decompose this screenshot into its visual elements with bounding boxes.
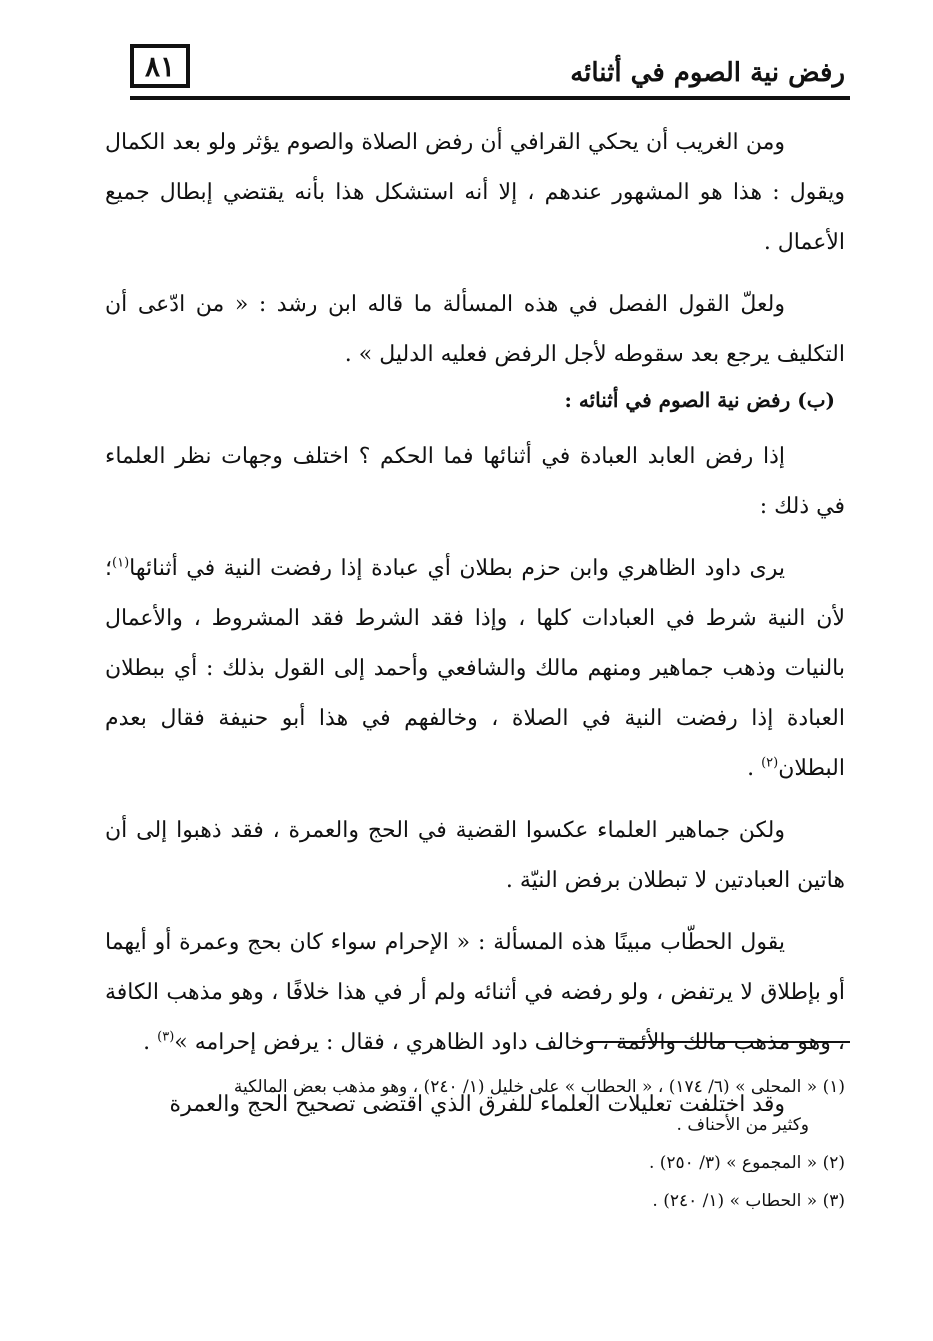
paragraph-2: ولعلّ القول الفصل في هذه المسألة ما قاله ابن رشد : « من ادّعى أن التكليف يرجع بعد سقوطه لأجل الرفض فعليه الدليل » . (105, 292, 845, 367)
paragraph-6-part-2: . (143, 1030, 158, 1055)
footnote-separator (590, 1041, 850, 1043)
paragraph-7: وقد اختلفت تعليلات العلماء للفرق الذي اقتضى تصحيح الحج والعمرة (169, 1092, 785, 1117)
footnote-1: (١) « المحلى » (٦/ ١٧٤) ، « الحطاب » على خليل (١/ ٢٤٠) ، وهو مذهب بعض المالكية (233, 1077, 845, 1097)
footnote-ref-3[interactable]: (٣) (157, 1029, 175, 1045)
paragraph-6-part-1: يقول الحطّاب مبينًا هذه المسألة : « الإحرام سواء كان بحج وعمرة أو أيهما أو بإطلاق لا يرتفض ، ولو رفضه في أثنائه ولم أر في هذا خلافًا ، وهو مذهب الكافة ، وهو مذهب مالك والأئمة ، وخالف داود الظاهري ، فقال : يرفض إحرامه » (105, 930, 845, 1055)
footnote-ref-2[interactable]: (٢) (761, 755, 779, 771)
footnote-1-continued: وكثير من الأحناف . (676, 1115, 809, 1135)
main-text (105, 118, 845, 1142)
footnote-ref-1[interactable]: (١) (112, 555, 130, 571)
page-number: ٨١ (130, 44, 190, 88)
paragraph-3: إذا رفض العابد العبادة في أثنائها فما الحكم ؟ اختلف وجهات نظر العلماء في ذلك : (105, 444, 845, 519)
header-rule (130, 96, 850, 100)
paragraph-4-part-1: يرى داود الظاهري وابن حزم بطلان أي عبادة إذا رفضت النية في أثنائها (129, 556, 785, 581)
paragraph-6 (105, 918, 845, 1068)
footnote-2: (٢) « المجموع » (٣/ ٢٥٠) . (648, 1153, 845, 1173)
section-heading: (ب) رفض نية الصوم في أثنائه : (564, 388, 835, 412)
paragraph-4-part-2: ؛ لأن النية شرط في العبادات كلها ، وإذا فقد الشرط فقد المشروط ، والأعمال بالنيات وذهب جماهير ومنهم مالك والشافعي وأحمد إلى القول بذلك : أي ببطلان العبادة إذا رفضت النية في الصلاة ، وخالفهم في هذا أبو حنيفة فقال بعدم البطلان (105, 556, 845, 781)
paragraph-4-part-3: . (747, 756, 762, 781)
paragraph-1: ومن الغريب أن يحكي القرافي أن رفض الصلاة والصوم يؤثر ولو بعد الكمال ويقول : هذا هو المشهور عندهم ، إلا أنه استشكل هذا بأنه يقتضي إبطال جميع الأعمال . (105, 130, 845, 255)
running-title: رفض نية الصوم في أثنائه (570, 58, 845, 88)
paragraph-4 (105, 544, 845, 794)
footnotes (105, 1068, 845, 1220)
paragraph-5: ولكن جماهير العلماء عكسوا القضية في الحج والعمرة ، فقد ذهبوا إلى أن هاتين العبادتين لا تبطلان برفض النيّة . (105, 818, 845, 893)
footnote-3: (٣) « الحطاب » (١/ ٢٤٠) . (652, 1191, 845, 1211)
